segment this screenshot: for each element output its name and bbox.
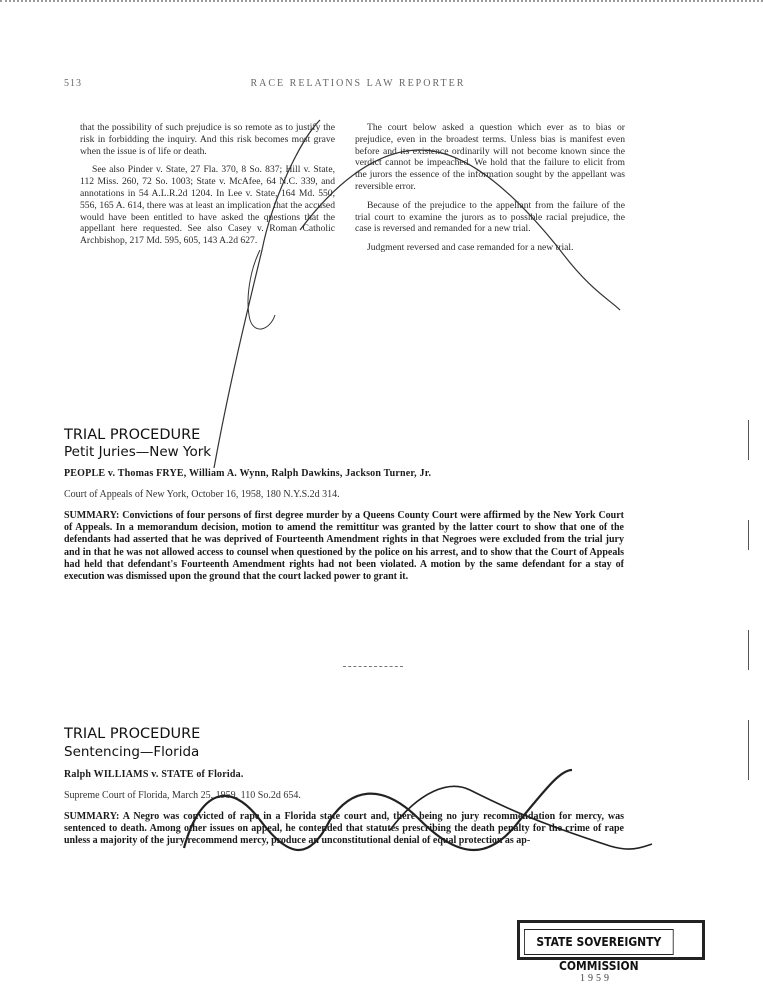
case-name: PEOPLE v. Thomas FRYE, William A. Wynn, Ralph Dawkins, Jackson Turner, Jr. — [64, 468, 432, 479]
commission-stamp — [517, 920, 705, 973]
scan-mark — [748, 630, 749, 670]
case-summary: SUMMARY: A Negro was convicted of rape in a Florida state court and, there being no jury recommendation for mercy, was sentenced to death. Among other issues on appeal, he contended that statutes prescribing the death penalty for the crime of rape unless a majority of the jury recommend mercy, produce an unconstitutional denial of equal protection as ap- — [64, 811, 624, 847]
left-paragraph: that the possibility of such prejudice is so remote as to justify the risk in forbidding the inquiry. And this risk becomes most grave when the issue is of life or death. — [80, 122, 335, 157]
section-subtitle: Petit Juries—New York — [64, 444, 212, 460]
case-name: Ralph WILLIAMS v. STATE of Florida. — [64, 769, 244, 780]
left-column — [80, 122, 335, 254]
case-citation: Court of Appeals of New York, October 16, 1958, 180 N.Y.S.2d 314. — [64, 489, 340, 500]
section-title: TRIAL PROCEDURE — [64, 726, 201, 742]
stamp-text: STATE SOVEREIGNTY COMMISSION — [524, 929, 674, 955]
page-number: 513 — [64, 78, 82, 89]
journal-title: RACE RELATIONS LAW REPORTER — [250, 78, 466, 89]
page-top-edge — [0, 0, 763, 6]
right-paragraph: Judgment reversed and case remanded for a new trial. — [367, 242, 574, 254]
case-summary: SUMMARY: Convictions of four persons of first degree murder by a Queens County Court were affirmed by the New York Court of Appeals. In a memorandum decision, motion to amend the remittitur was granted by the latter court to show that one of the defendants had asserted that he was deprived of Fourteenth Amendment rights in that Negroes were excluded from the trial jury and in that he was not allowed access to counsel when questioned by the police on his arrest, and to show that the Court of Appeals had held that defendant's Fourteenth Amendment rights had not been violated. A motion by the same defendant for a stay of execution was dismissed upon the ground that the court lacked power to grant it. — [64, 510, 624, 583]
section-title: TRIAL PROCEDURE — [64, 427, 201, 443]
scan-mark — [748, 420, 749, 460]
scan-mark — [748, 520, 749, 550]
scan-mark — [748, 720, 749, 780]
right-paragraph: The court below asked a question which ever as to bias or prejudice, even in the broadest terms. Unless bias is manifest even before and its existence ordinarily will not become known since the verdict cannot be impeached. We hold that the failure to elicit from the jurors the essence of the information sought by the appellant was reversible error. — [355, 122, 625, 192]
running-head — [64, 78, 465, 89]
section-subtitle: Sentencing—Florida — [64, 744, 200, 760]
right-paragraph: Because of the prejudice to the appellant from the failure of the trial court to examine the jurors as to possible racial prejudice, the case is reversed and remanded for a new trial. — [355, 199, 625, 235]
case-citation: Supreme Court of Florida, March 25, 1959, 110 So.2d 654. — [64, 790, 301, 801]
stamp-date: 1959 — [580, 973, 612, 984]
right-column — [355, 122, 625, 261]
section-divider — [343, 666, 403, 667]
left-paragraph: See also Pinder v. State, 27 Fla. 370, 8 So. 837; Hill v. State, 112 Miss. 260, 72 So. 1003; State v. McAfee, 64 N.C. 339, and annotations in 54 A.L.R.2d 1204. In Lee v. State, 164 Md. 550, 556, 165 A. 614, there was at least an implication that the accused would have been entitled to have asked the questions that the appellant here requested. See also Casey v. Roman Catholic Archbishop, 217 Md. 595, 605, 143 A.2d 627. — [80, 164, 335, 247]
